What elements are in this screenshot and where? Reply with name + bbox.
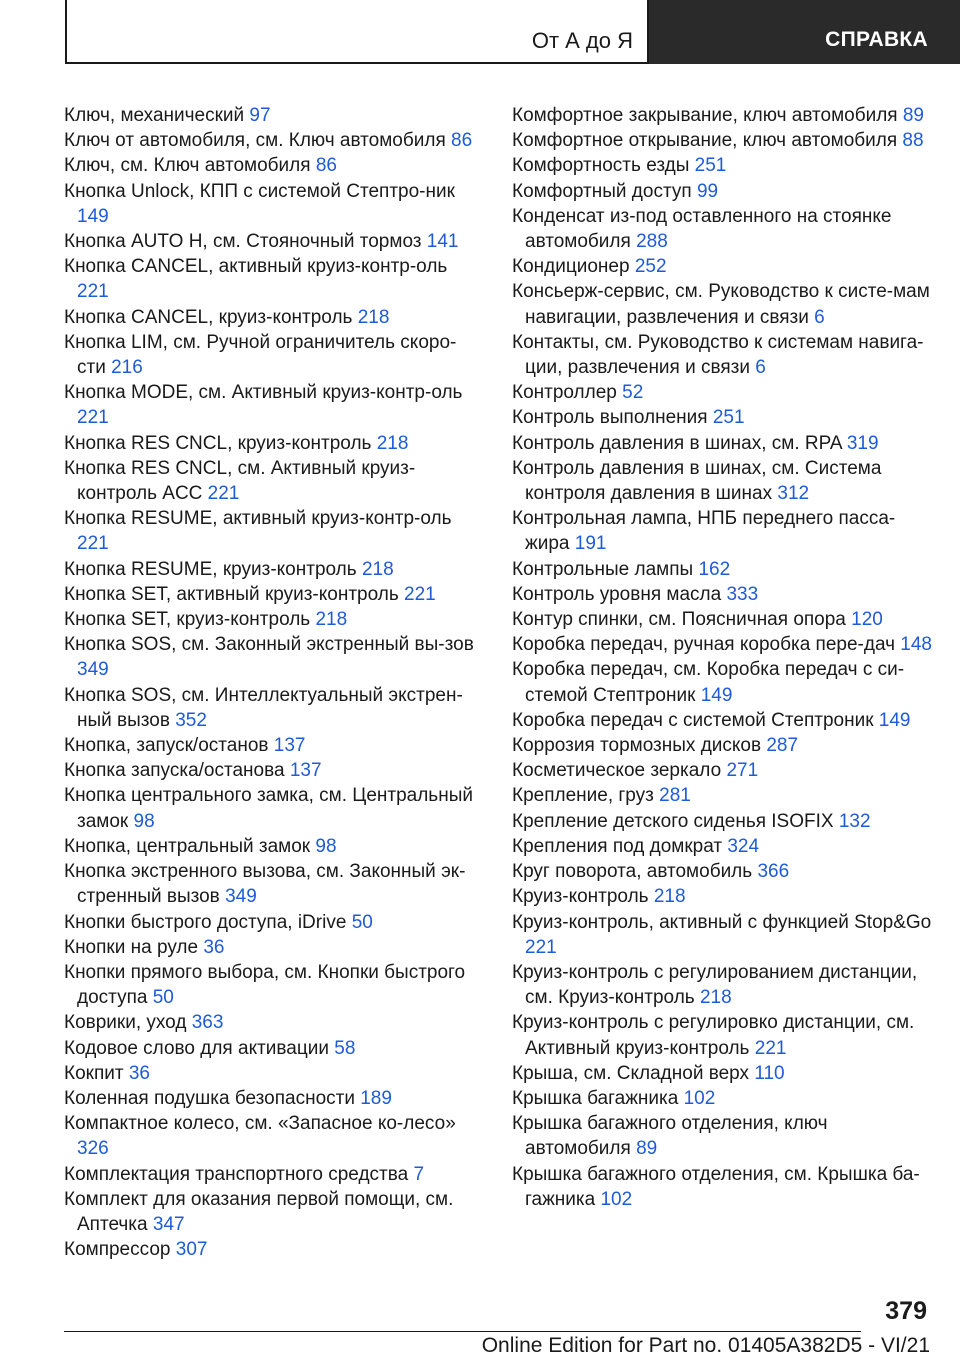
index-entry (512, 279, 937, 329)
index-page-link[interactable]: 319 (846, 432, 879, 454)
index-entry-text: Кокпит (64, 1062, 124, 1084)
index-page-link[interactable]: 50 (351, 911, 373, 933)
index-entry (64, 1162, 484, 1187)
index-page-link[interactable]: 251 (694, 155, 727, 177)
index-page-link[interactable]: 221 (754, 1037, 787, 1059)
index-entry-text: Комплект для оказания первой помощи, см. Аптечка (64, 1188, 454, 1235)
index-entry (64, 179, 484, 229)
index-page-link[interactable]: 148 (900, 634, 932, 656)
index-entry (64, 330, 484, 380)
index-entry-text: Кнопка SOS, см. Законный экстренный вы-зов (64, 634, 474, 656)
index-entry-text: Кнопка CANCEL, активный круиз-контр-оль (64, 256, 448, 278)
index-page-link[interactable]: 218 (361, 558, 394, 580)
index-entry-text: Круиз-контроль с регулированием дистанции, см. Круиз-контроль (512, 961, 918, 1009)
index-page-link[interactable]: 137 (273, 735, 306, 757)
index-page-link[interactable]: 86 (315, 155, 337, 177)
index-entry-text: Кнопки прямого выбора, см. Кнопки быстрого доступа (64, 961, 466, 1009)
index-entry-text: Кондиционер (512, 256, 630, 278)
index-entry (512, 884, 937, 909)
index-page-link[interactable]: 326 (77, 1138, 109, 1160)
index-entry-text: Кнопка AUTO H, см. Стояночный тормоз (64, 231, 422, 253)
index-entry-text: Коленная подушка безопасности (64, 1087, 355, 1109)
index-entry (512, 330, 937, 380)
index-entry (512, 708, 937, 733)
index-entry (512, 557, 937, 582)
index-entry (64, 1237, 484, 1262)
index-entry (512, 733, 937, 758)
index-entry (64, 733, 484, 758)
index-entry-text: Кнопка RES CNCL, круиз-контроль (64, 432, 372, 454)
index-entry (512, 128, 937, 153)
index-page-link[interactable]: 98 (133, 810, 155, 832)
index-page-link[interactable]: 221 (525, 936, 557, 958)
chapter-tab[interactable] (65, 0, 649, 64)
index-page-link[interactable]: 218 (376, 432, 409, 454)
index-page-link[interactable]: 88 (902, 130, 924, 152)
index-entry (64, 456, 484, 506)
index-entry (64, 128, 484, 153)
index-entry-text: Круиз-контроль (512, 886, 649, 908)
index-entry (512, 254, 937, 279)
index-page-link[interactable]: 50 (152, 987, 174, 1009)
index-entry-text: Контрольные лампы (512, 558, 694, 580)
index-entry (512, 834, 937, 859)
section-tab[interactable] (649, 0, 960, 64)
index-entry (64, 1111, 484, 1161)
index-entry (64, 1187, 484, 1237)
footer-edition-note: Online Edition for Part no. 01405A382D5 - VI/21 (481, 1334, 930, 1357)
index-entry (64, 1010, 484, 1035)
index-entry-text: Кнопка Unlock, КПП с системой Стептро-ник (64, 180, 455, 202)
index-page-link[interactable]: 141 (426, 231, 459, 253)
index-entry (512, 456, 937, 506)
index-entry-text: Крыша, см. Складной верх (512, 1062, 750, 1084)
index-entry-text: Ключ, механический (64, 105, 245, 126)
index-entry-text: Кнопка RESUME, активный круиз-контр-оль (64, 508, 452, 530)
index-page-link[interactable]: 132 (838, 810, 871, 832)
index-entry (64, 305, 484, 330)
index-entry-text: Кнопка SET, круиз-контроль (64, 609, 311, 631)
index-entry (64, 859, 484, 909)
index-entry (64, 632, 484, 682)
index-entry-text: Коробка передач, см. Коробка передач с си-стемой Стептроник (512, 659, 905, 706)
index-page-link[interactable]: 149 (878, 709, 911, 731)
index-page-link[interactable]: 221 (77, 533, 109, 555)
index-page-link[interactable]: 86 (451, 130, 473, 152)
index-page-link[interactable]: 58 (334, 1037, 356, 1059)
index-page-link[interactable]: 149 (700, 684, 733, 706)
index-page-link[interactable]: 120 (851, 609, 883, 631)
index-page-link[interactable]: 102 (683, 1087, 716, 1109)
index-entry-text: Контакты, см. Руководство к системам навига-ции, развлечения и связи (512, 331, 924, 379)
index-entry (512, 405, 937, 430)
index-page-link[interactable]: 366 (757, 861, 790, 883)
index-page-link[interactable]: 102 (600, 1188, 633, 1210)
index-entry (64, 834, 484, 859)
index-page-link[interactable]: 349 (225, 886, 257, 908)
index-entry-text: Ключ от автомобиля, см. Ключ автомобиля (64, 130, 446, 152)
index-page-link[interactable]: 363 (191, 1012, 224, 1034)
index-entry (512, 582, 937, 607)
index-entry (64, 935, 484, 960)
index-entry-text: Компрессор (64, 1239, 171, 1261)
index-page-link[interactable]: 352 (175, 709, 207, 731)
index-page-link[interactable]: 110 (754, 1062, 785, 1084)
index-entry (64, 557, 484, 582)
index-entry-text: Коробка передач, ручная коробка пере-дач (512, 634, 896, 656)
index-entry (512, 910, 937, 960)
index-page-link[interactable]: 287 (766, 735, 799, 757)
index-page-link[interactable]: 307 (175, 1239, 208, 1261)
index-page-link[interactable]: 6 (814, 306, 825, 328)
index-entry-text: Кнопки быстрого доступа, iDrive (64, 911, 347, 933)
index-entry-text: Контроль уровня масла (512, 583, 722, 605)
index-entry-text: Крепление детского сиденья ISOFIX (512, 810, 834, 832)
index-page-link[interactable]: 97 (249, 105, 271, 126)
index-entry (64, 229, 484, 254)
index-entry-text: Кнопка MODE, см. Активный круиз-контр-оль (64, 382, 463, 404)
index-entry-text: Кнопка RES CNCL, см. Активный круиз-контроль ACC (64, 457, 416, 505)
index-page-link[interactable]: 218 (653, 886, 686, 908)
section-tab-label: СПРАВКА (825, 28, 928, 51)
index-entry-text: Коврики, уход (64, 1012, 187, 1034)
index-page-link[interactable]: 137 (289, 760, 322, 782)
index-entry (512, 783, 937, 808)
page-number: 379 (885, 1297, 927, 1325)
index-entry-text: Круиз-контроль, активный с функцией Stop&Go (512, 911, 932, 933)
index-entry-text: Кнопка RESUME, круиз-контроль (64, 558, 357, 580)
index-entry (64, 1061, 484, 1086)
index-page-link[interactable]: 149 (77, 205, 109, 227)
index-entry-text: Кнопка центрального замка, см. Центральный замок (64, 785, 473, 832)
index-entry (64, 607, 484, 632)
index-page-link[interactable]: 347 (152, 1213, 185, 1235)
index-entry-text: Кнопка, центральный замок (64, 835, 311, 857)
index-page-link[interactable]: 221 (77, 281, 109, 303)
index-entry-text: Комфортное закрывание, ключ автомобиля (512, 105, 898, 126)
index-entry (512, 1162, 937, 1212)
index-page-link[interactable]: 189 (360, 1087, 392, 1109)
index-page-link[interactable]: 218 (315, 609, 348, 631)
index-entry-text: Кнопки на руле (64, 936, 199, 958)
index-column-right (512, 103, 937, 1212)
index-entry (512, 1061, 937, 1086)
index-entry (512, 1086, 937, 1111)
index-entry (64, 506, 484, 556)
index-entry (512, 179, 937, 204)
index-page-link[interactable]: 221 (404, 583, 436, 605)
index-page-link[interactable]: 162 (698, 558, 731, 580)
index-entry-text: Кнопка экстренного вызова, см. Законный эк-стренный вызов (64, 861, 466, 908)
index-entry-text: Косметическое зеркало (512, 760, 722, 782)
index-entry-text: Комфортное открывание, ключ автомобиля (512, 130, 898, 152)
index-entry (512, 153, 937, 178)
index-entry-text: Крепления под домкрат (512, 835, 723, 857)
index-entry (512, 960, 937, 1010)
index-page-link[interactable]: 271 (726, 760, 759, 782)
index-entry-text: Кнопка запуска/останова (64, 760, 285, 782)
index-entry-text: Контроль давления в шинах, см. RPA (512, 432, 842, 454)
index-page-link[interactable]: 191 (574, 533, 607, 555)
index-entry (512, 657, 937, 707)
index-entry (64, 153, 484, 178)
index-entry (64, 683, 484, 733)
index-entry (512, 103, 937, 128)
index-entry (64, 910, 484, 935)
index-entry (512, 1111, 937, 1161)
index-entry (64, 783, 484, 833)
index-page-link[interactable]: 221 (207, 483, 240, 505)
index-entry-text: Кнопка SET, активный круиз-контроль (64, 583, 399, 605)
index-entry-text: Крышка багажного отделения, см. Крышка ба-гажника (512, 1163, 920, 1210)
index-entry-text: Контроль выполнения (512, 407, 708, 429)
footer-divider (64, 1331, 861, 1332)
index-entry-text: Контроль давления в шинах, см. Система контроля давления в шинах (512, 457, 882, 505)
index-page-link[interactable]: 216 (111, 357, 143, 379)
index-entry (64, 103, 484, 128)
index-entry-text: Компактное колесо, см. «Запасное ко-лесо» (64, 1113, 456, 1135)
index-entry-text: Консьерж-сервис, см. Руководство к систе-мам навигации, развлечения и связи (512, 281, 930, 328)
index-entry (64, 380, 484, 430)
index-entry-text: Контрольная лампа, НПБ переднего пасса-жира (512, 508, 896, 555)
index-column-left (64, 103, 484, 1262)
index-page-link[interactable]: 333 (726, 583, 759, 605)
index-entry (64, 431, 484, 456)
index-entry-text: Комфортный доступ (512, 180, 692, 202)
index-entry-text: Крепление, груз (512, 785, 654, 807)
index-page-link[interactable]: 99 (696, 180, 719, 202)
index-entry-text: Коробка передач с системой Стептроник (512, 709, 874, 731)
index-entry-text: Кнопка LIM, см. Ручной ограничитель скоро-сти (64, 331, 457, 379)
index-page-link[interactable]: 324 (727, 835, 760, 857)
index-entry-text: Комплектация транспортного средства (64, 1163, 409, 1185)
index-entry (512, 204, 937, 254)
index-page-link[interactable]: 349 (77, 659, 109, 681)
index-entry-text: Кнопка, запуск/останов (64, 735, 269, 757)
index-entry-text: Кнопка SOS, см. Интеллектуальный экстрен-ный вызов (64, 684, 463, 731)
index-page-link[interactable]: 218 (699, 987, 732, 1009)
index-entry-text: Круг поворота, автомобиль (512, 861, 753, 883)
index-page-link[interactable]: 221 (77, 407, 109, 429)
index-page-link[interactable]: 312 (777, 483, 810, 505)
index-entry-text: Крышка багажного отделения, ключ автомобиля (512, 1113, 828, 1160)
index-page-link[interactable]: 52 (622, 382, 644, 404)
index-entry-text: Контур спинки, см. Поясничная опора (512, 609, 846, 631)
index-entry-text: Коррозия тормозных дисков (512, 735, 762, 757)
index-entry-text: Крышка багажника (512, 1087, 679, 1109)
chapter-tab-label: От А до Я (531, 28, 633, 53)
index-page-link[interactable]: 218 (357, 306, 390, 328)
index-entry (64, 1086, 484, 1111)
index-page-link[interactable]: 251 (712, 407, 745, 429)
index-page-link[interactable]: 281 (659, 785, 691, 807)
index-entry-text: Кодовое слово для активации (64, 1037, 329, 1059)
index-page-link[interactable]: 89 (902, 105, 924, 126)
index-entry (512, 380, 937, 405)
index-entry (64, 960, 484, 1010)
index-entry (64, 254, 484, 304)
index-entry (64, 582, 484, 607)
index-entry-text: Конденсат из-под оставленного на стоянке автомобиля (512, 205, 892, 253)
index-entry (512, 431, 937, 456)
index-page-link[interactable]: 36 (203, 936, 225, 958)
index-page-link[interactable]: 98 (315, 835, 337, 857)
index-entry-text: Контроллер (512, 382, 617, 404)
index-entry-text: Ключ, см. Ключ автомобиля (64, 155, 311, 177)
index-entry (512, 1010, 937, 1060)
index-entry (512, 758, 937, 783)
index-entry-text: Кнопка CANCEL, круиз-контроль (64, 306, 353, 328)
index-page-link[interactable]: 6 (755, 357, 766, 379)
index-entry-text: Круиз-контроль с регулировко дистанции, см. Активный круиз-контроль (512, 1012, 915, 1059)
index-entry-text: Комфортность езды (512, 155, 690, 177)
index-entry (64, 758, 484, 783)
index-entry (512, 859, 937, 884)
index-page-link[interactable]: 288 (636, 231, 668, 253)
index-page-link[interactable]: 7 (413, 1163, 425, 1185)
index-page-link[interactable]: 36 (128, 1062, 150, 1084)
index-page-link[interactable]: 252 (634, 256, 667, 278)
index-entry (64, 1036, 484, 1061)
index-entry (512, 809, 937, 834)
index-page-link[interactable]: 89 (636, 1138, 658, 1160)
index-entry (512, 632, 937, 657)
index-entry (512, 506, 937, 556)
index-entry (512, 607, 937, 632)
